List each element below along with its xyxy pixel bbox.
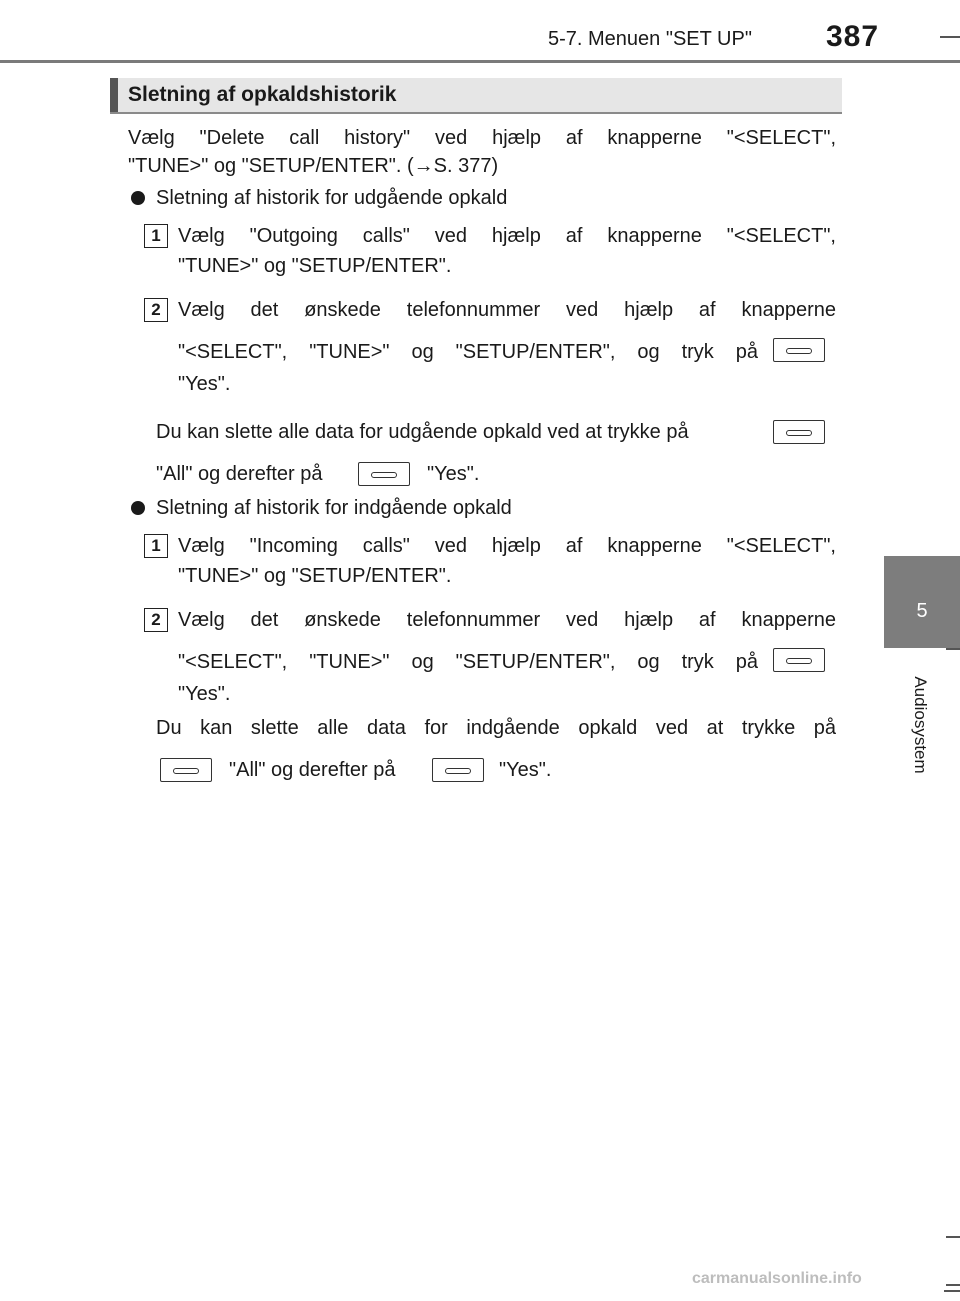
note-text: "Yes". xyxy=(427,463,480,485)
section-title: Sletning af opkaldshistorik xyxy=(128,83,397,106)
header-section-title: 5-7. Menuen "SET UP" xyxy=(548,28,752,50)
bullet-icon xyxy=(131,191,145,205)
crop-mark xyxy=(946,1284,960,1286)
step-text: Vælg det ønskede telefonnummer ved hjælp af knapperne xyxy=(178,609,836,631)
crop-mark xyxy=(940,36,960,38)
step-text: "TUNE>" og "SETUP/ENTER". xyxy=(178,255,452,277)
step-number-icon: 2 xyxy=(144,608,168,632)
crop-mark xyxy=(946,648,960,650)
note-text: Du kan slette alle data for udgående opkald ved at trykke på xyxy=(156,421,689,443)
step-text: "<SELECT", "TUNE>" og "SETUP/ENTER", og tryk på xyxy=(178,651,758,673)
step-text: Vælg "Incoming calls" ved hjælp af knapperne "<SELECT", xyxy=(178,535,836,557)
step-text: "Yes". xyxy=(178,373,231,395)
note-text: "All" og derefter på xyxy=(229,759,396,781)
footer-watermark: carmanualsonline.info xyxy=(692,1270,862,1287)
display-button-icon xyxy=(773,338,825,362)
display-button-icon xyxy=(773,648,825,672)
chapter-number: 5 xyxy=(916,600,928,622)
note-text: Du kan slette alle data for indgående opkald ved at trykke på xyxy=(156,717,836,739)
step-text: "<SELECT", "TUNE>" og "SETUP/ENTER", og tryk på xyxy=(178,341,758,363)
crop-mark xyxy=(946,1236,960,1238)
intro-text: "TUNE>" og "SETUP/ENTER". (→S. 377) xyxy=(128,155,499,177)
step-text: Vælg "Outgoing calls" ved hjælp af knapperne "<SELECT", xyxy=(178,225,836,247)
display-button-icon xyxy=(773,420,825,444)
display-button-icon xyxy=(160,758,212,782)
section-header xyxy=(110,78,842,114)
step-number-icon: 1 xyxy=(144,224,168,248)
crop-mark xyxy=(944,1290,960,1292)
step-number-icon: 2 xyxy=(144,298,168,322)
bullet-icon xyxy=(131,501,145,515)
bullet-heading-outgoing: Sletning af historik for udgående opkald xyxy=(156,187,508,209)
chapter-label xyxy=(906,666,934,784)
chapter-label-text: Audiosystem xyxy=(911,676,930,774)
step-text: Vælg det ønskede telefonnummer ved hjælp af knapperne xyxy=(178,299,836,321)
chapter-tab xyxy=(884,556,960,648)
note-text: "Yes". xyxy=(499,759,552,781)
step-text: "Yes". xyxy=(178,683,231,705)
header-rule xyxy=(0,60,960,63)
intro-text: Vælg "Delete call history" ved hjælp af knapperne "<SELECT", xyxy=(128,127,836,149)
display-button-icon xyxy=(358,462,410,486)
display-button-icon xyxy=(432,758,484,782)
step-number-icon: 1 xyxy=(144,534,168,558)
bullet-heading-incoming: Sletning af historik for indgående opkald xyxy=(156,497,512,519)
section-header-bar xyxy=(110,78,118,112)
note-text: "All" og derefter på xyxy=(156,463,323,485)
page-number: 387 xyxy=(826,20,880,53)
step-text: "TUNE>" og "SETUP/ENTER". xyxy=(178,565,452,587)
